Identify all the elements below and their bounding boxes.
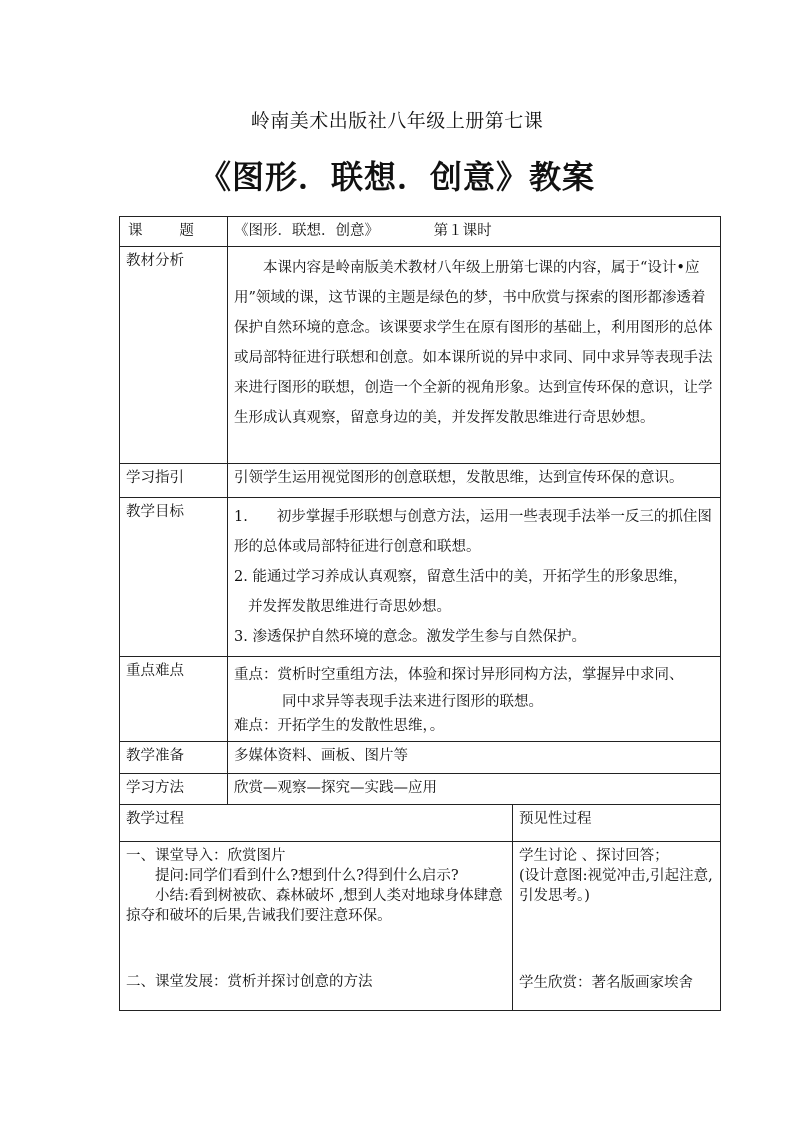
row-process-header bbox=[120, 805, 721, 842]
topic-name: 《图形．联想．创意》 bbox=[234, 223, 379, 239]
cell-goals bbox=[228, 498, 721, 657]
process-left-body bbox=[120, 842, 513, 1011]
goal-item-1: 1. 初步掌握手形联想与创意方法，运用一些表现手法举一反三的抓住图形的总体或局部特征进行创意和联想。 bbox=[234, 509, 712, 555]
cell-key bbox=[228, 657, 721, 742]
row-goals bbox=[120, 498, 721, 657]
process-step-1: 一、课堂导入：欣赏图片 bbox=[126, 848, 286, 864]
cell-guide: 引领学生运用视觉图形的创意联想，发散思维，达到宣传环保的意识。 bbox=[228, 464, 721, 498]
row-process-body bbox=[120, 842, 721, 1011]
process-step-1-summary: 小结:看到树被砍、森林破坏 ,想到人类对地球身体肆意掠夺和破坏的后果,告诫我们要注意环保。 bbox=[126, 888, 503, 924]
label-guide: 学习指引 bbox=[120, 464, 228, 498]
key-point-line: 重点：赏析时空重组方法，体验和探讨异形同构方法，掌握异中求同、 bbox=[234, 667, 684, 683]
process-expect-1: 学生讨论 、探讨回答； bbox=[519, 848, 669, 864]
document-subtitle: 岭南美术出版社八年级上册第七课 bbox=[250, 110, 544, 132]
analysis-text: 本课内容是岭南版美术教材八年级上册第七课的内容，属于“设计•应用”领域的课，这节课的主题是绿色的梦，书中欣赏与探索的图形都渗透着保护自然环境的意念。该课要求学生在原有图形的基础上，利用图形的总体或局部特征进行联想和创意。如本课所说的异中求同、同中求异等表现手法来进行图形的联想，创造一个全新的视角形象。达到宣传环保的意识，让学生形成认真观察，留意身边的美，并发挥发散思维进行奇思妙想。 bbox=[234, 260, 713, 426]
document-title: 《图形．联想．创意》教案 bbox=[198, 158, 595, 196]
lesson-plan-table bbox=[119, 216, 721, 1011]
cell-prep: 多媒体资料、画板、图片等 bbox=[228, 742, 721, 774]
label-analysis: 教材分析 bbox=[120, 247, 228, 464]
row-method bbox=[120, 774, 721, 805]
cell-analysis bbox=[228, 247, 721, 464]
label-topic: 课 题 bbox=[120, 217, 228, 247]
key-point-line-cont: 同中求异等表现手法来进行图形的联想。 bbox=[282, 694, 543, 710]
difficulty-line: 难点：开拓学生的发散性思维，。 bbox=[234, 718, 445, 734]
goal-item-3: 3. 渗透保护自然环境的意念。激发学生参与自然保护。 bbox=[234, 629, 586, 645]
process-expect-2: 学生欣赏：著名版画家埃舍 bbox=[519, 975, 693, 991]
label-method: 学习方法 bbox=[120, 774, 228, 805]
goal-item-2: 2. 能通过学习养成认真观察，留意生活中的美，开拓学生的形象思维， bbox=[234, 569, 688, 585]
process-step-2: 二、课堂发展：赏析并探讨创意的方法 bbox=[126, 974, 373, 990]
topic-period: 第１课时 bbox=[433, 223, 492, 239]
row-guide bbox=[120, 464, 721, 498]
goal-item-2-cont: 并发挥发散思维进行奇思妙想。 bbox=[248, 599, 451, 615]
process-right-body bbox=[513, 842, 721, 1011]
label-key: 重点难点 bbox=[120, 657, 228, 742]
process-left-header: 教学过程 bbox=[120, 805, 513, 842]
row-key bbox=[120, 657, 721, 742]
cell-method: 欣赏—观察—探究—实践—应用 bbox=[228, 774, 721, 805]
row-topic bbox=[120, 217, 721, 247]
label-prep: 教学准备 bbox=[120, 742, 228, 774]
label-goals: 教学目标 bbox=[120, 498, 228, 657]
row-prep bbox=[120, 742, 721, 774]
process-right-header: 预见性过程 bbox=[513, 805, 721, 842]
process-step-1-question: 提问:同学们看到什么?想到什么?得到什么启示? bbox=[126, 868, 459, 884]
cell-topic bbox=[228, 217, 721, 247]
process-expect-1-intent: (设计意图:视觉冲击,引起注意,引发思考。) bbox=[519, 868, 713, 904]
row-analysis bbox=[120, 247, 721, 464]
